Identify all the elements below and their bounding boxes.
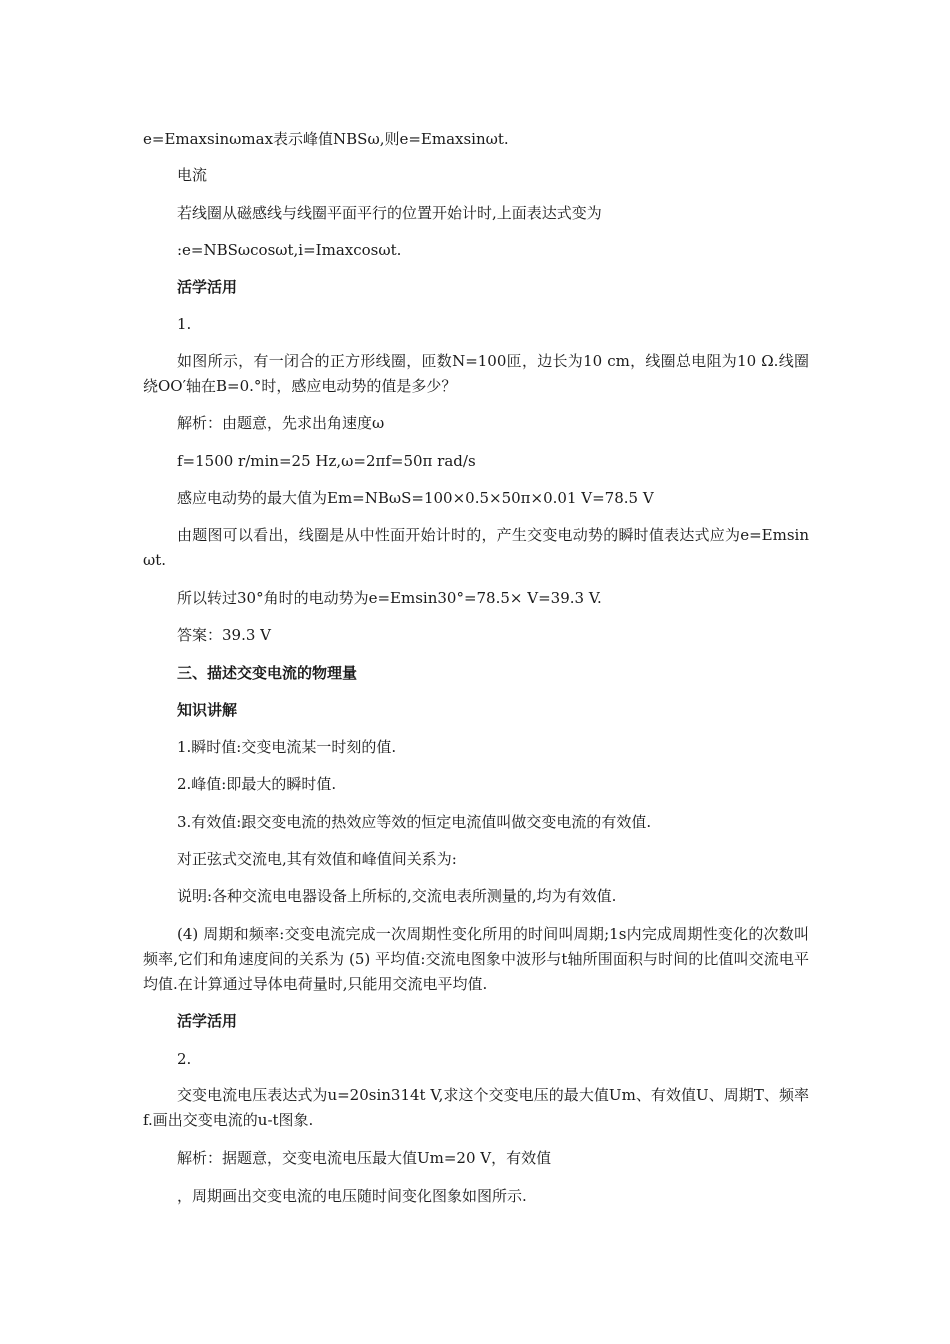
solution-2-line-2: ，周期画出交变电流的电压随时间变化图象如图所示. xyxy=(177,1187,527,1205)
answer-1: 答案：39.3 V xyxy=(177,626,271,644)
section-heading-knowledge: 知识讲解 xyxy=(177,701,238,719)
section-heading-physical-quantities: 三、描述交变电流的物理量 xyxy=(177,664,358,682)
solution-1-line-5: 所以转过30°角时的电动势为e=Emsin30°=78.5× V=39.3 V. xyxy=(177,589,602,607)
text-line-parallel-start: 若线圈从磁感线与线圈平面平行的位置开始计时,上面表达式变为 xyxy=(177,204,602,222)
section-heading-practice-1: 活学活用 xyxy=(177,278,238,296)
problem-2-text: 交变电流电压表达式为u=20sin314t V,求这个交变电压的最大值Um、有效值U、周期T、频率f.画出交变电流的u-t图象. xyxy=(143,1086,809,1129)
knowledge-item-4: 对正弦式交流电,其有效值和峰值间关系为: xyxy=(177,850,457,868)
knowledge-item-6: (4) 周期和频率:交变电流完成一次周期性变化所用的时间叫周期;1s内完成周期性变化的次数叫频率,它们和角速度间的关系为 (5) 平均值:交流电图象中波形与t轴所围面积与时间的比值叫交流电平均值.在计算通过导体电荷量时,只能用交流电平均值. xyxy=(143,925,809,993)
solution-1-line-4: 由题图可以看出，线圈是从中性面开始计时的，产生交变电动势的瞬时值表达式应为e=Emsinωt. xyxy=(143,526,809,569)
section-heading-practice-2: 活学活用 xyxy=(177,1012,238,1030)
problem-1-text: 如图所示，有一闭合的正方形线圈，匝数N=100匝，边长为10 cm，线圈总电阻为10 Ω.线圈绕OO′轴在B=0.°时，感应电动势的值是多少？ xyxy=(143,352,809,395)
problem-number-1: 1. xyxy=(177,315,192,333)
knowledge-item-5: 说明:各种交流电电器设备上所标的,交流电表所测量的,均为有效值. xyxy=(177,887,617,905)
solution-2-line-1: 解析：据题意，交变电流电压最大值Um=20 V，有效值 xyxy=(177,1149,552,1167)
knowledge-item-3: 3.有效值:跟交变电流的热效应等效的恒定电流值叫做交变电流的有效值. xyxy=(177,813,652,831)
solution-1-line-2: f=1500 r/min=25 Hz,ω=2πf=50π rad/s xyxy=(177,452,476,470)
knowledge-item-2: 2.峰值:即最大的瞬时值. xyxy=(177,775,337,793)
problem-number-2: 2. xyxy=(177,1050,192,1068)
solution-1-line-3: 感应电动势的最大值为Em=NBωS=100×0.5×50π×0.01 V=78.5 V xyxy=(177,489,654,507)
formula-line-2: :e=NBSωcosωt,i=Imaxcosωt. xyxy=(177,241,402,259)
solution-1-line-1: 解析：由题意，先求出角速度ω xyxy=(177,414,385,432)
knowledge-item-1: 1.瞬时值:交变电流某一时刻的值. xyxy=(177,738,397,756)
formula-line-1: e=Emaxsinωmax表示峰值NBSω,则e=Emaxsinωt. xyxy=(143,130,509,148)
text-line-current: 电流 xyxy=(177,166,208,184)
